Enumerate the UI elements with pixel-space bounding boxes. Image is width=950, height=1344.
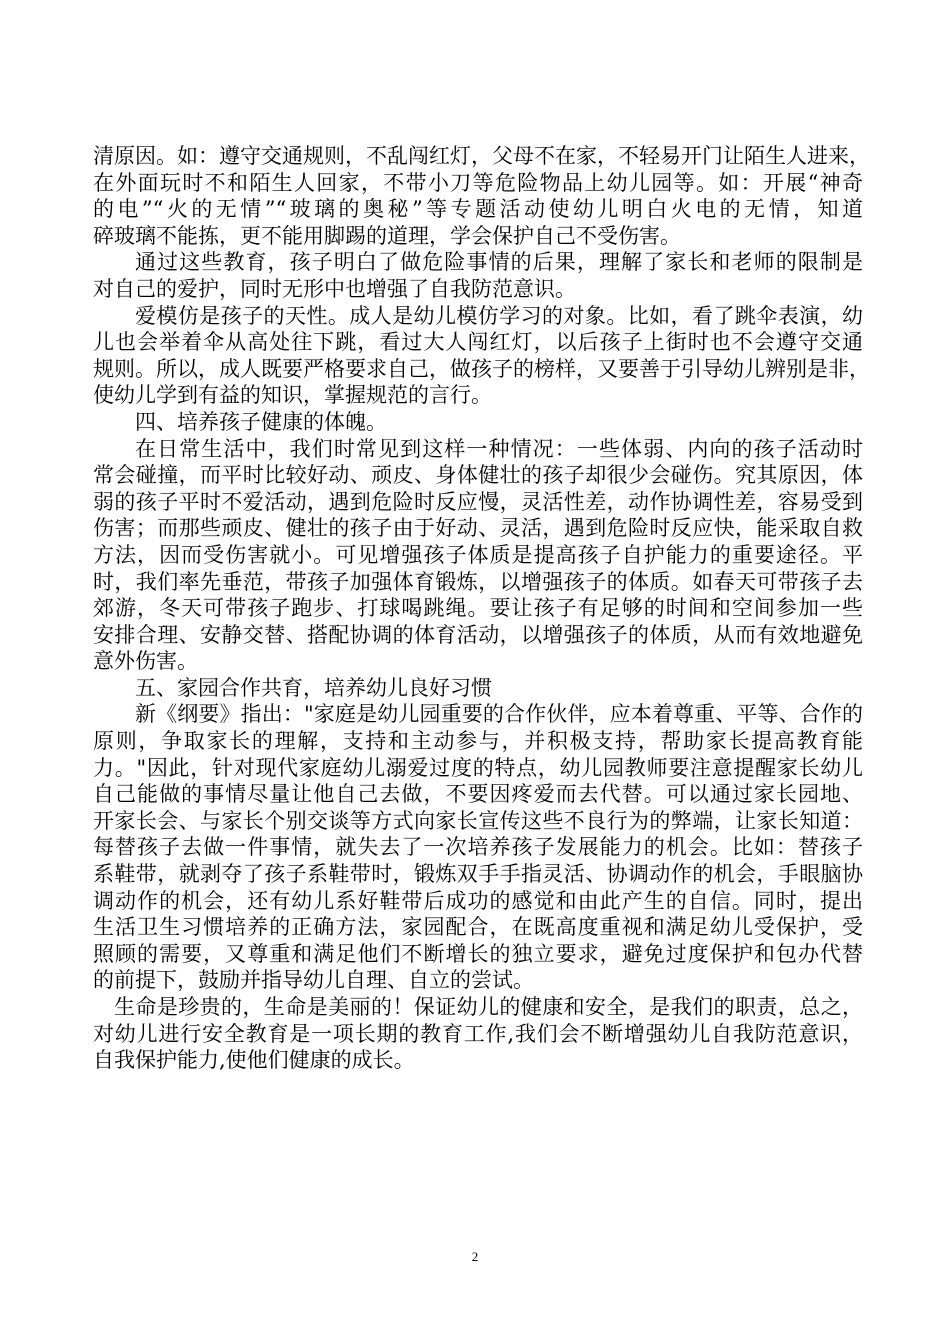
text-line: 原则，争取家长的理解，支持和主动参与，并积极支持，帮助家长提高教育能	[93, 729, 863, 754]
text-line: 自己能做的事情尽量让他自己去做，不要因疼爱而去代替。可以通过家长园地、	[93, 782, 863, 807]
text-line: 的前提下，鼓励并指导幼儿自理、自立的尝试。	[93, 968, 534, 993]
text-line: 安排合理、安静交替、搭配协调的体育活动，以增强孩子的体质，从而有效地避免	[93, 622, 863, 647]
text-line: 清原因。如：遵守交通规则，不乱闯红灯，父母不在家，不轻易开门让陌生人进来，	[93, 144, 870, 168]
text-line: 生命是珍贵的，生命是美丽的！保证幼儿的健康和安全，是我们的职责，总之，	[114, 995, 863, 1019]
text-line: 常会碰撞，而平时比较好动、顽皮、身体健壮的孩子却很少会碰伤。究其原因，体	[93, 463, 863, 488]
section-heading: 五、家园合作共育，培养幼儿良好习惯	[135, 675, 492, 700]
text-line: 爱模仿是孩子的天性。成人是幼儿模仿学习的对象。比如，看了跳伞表演，幼	[135, 303, 863, 328]
text-line: 儿也会举着伞从高处往下跳，看过大人闯红灯，以后孩子上街时也不会遵守交通	[93, 330, 863, 355]
text-line: 开家长会、与家长个别交谈等方式向家长宣传这些不良行为的弊端，让家长知道：	[93, 808, 863, 833]
text-line: 时，我们率先垂范，带孩子加强体育锻炼，以增强孩子的体质。如春天可带孩子去	[93, 569, 863, 594]
text-line: 碎玻璃不能拣，更不能用脚踢的道理，学会保护自己不受伤害。	[93, 223, 681, 248]
document-body	[93, 143, 870, 1074]
text-line: 系鞋带，就剥夺了孩子系鞋带时，锻炼双手手指灵活、协调动作的机会，手眼脑协	[93, 862, 863, 887]
text-line: 方法，因而受伤害就小。可见增强孩子体质是提高孩子自护能力的重要途径。平	[93, 542, 863, 567]
text-line: 对幼儿进行安全教育是一项长期的教育工作,我们会不断增强幼儿自我防范意识，	[93, 1021, 863, 1046]
text-line: 郊游，冬天可带孩子跑步、打球喝跳绳。要让孩子有足够的时间和空间参加一些	[93, 596, 863, 621]
section-heading: 四、培养孩子健康的体魄。	[135, 409, 387, 434]
text-line: 调动作的机会，还有幼儿系好鞋带后成功的感觉和由此产生的自信。同时，提出	[93, 888, 863, 913]
text-line: 在日常生活中，我们时常见到这样一种情况：一些体弱、内向的孩子活动时	[135, 436, 863, 461]
text-line: 对自己的爱护，同时无形中也增强了自我防范意识。	[93, 276, 576, 301]
text-line: 力。"因此，针对现代家庭幼儿溺爱过度的特点，幼儿园教师要注意提醒家长幼儿	[93, 755, 863, 780]
text-line: 每替孩子去做一件事情，就失去了一次培养孩子发展能力的机会。比如：替孩子	[93, 835, 863, 860]
text-line: 伤害；而那些顽皮、健壮的孩子由于好动、灵活，遇到危险时反应快，能采取自救	[93, 516, 863, 541]
page-number: 2	[471, 1249, 479, 1264]
text-line: 弱的孩子平时不爱活动，遇到危险时反应慢，灵活性差，动作协调性差，容易受到	[93, 489, 863, 514]
text-line: 通过这些教育，孩子明白了做危险事情的后果，理解了家长和老师的限制是	[135, 250, 863, 275]
text-line: 意外伤害。	[93, 649, 198, 674]
text-line: 在外面玩时不和陌生人回家，不带小刀等危险物品上幼儿园等。如：开展“神奇	[93, 170, 863, 195]
text-line: 规则。所以，成人既要严格要求自己，做孩子的榜样，又要善于引导幼儿辨别是非，	[93, 356, 870, 381]
text-line: 生活卫生习惯培养的正确方法，家园配合，在既高度重视和满足幼儿受保护，受	[93, 915, 863, 940]
text-line: 新《纲要》指出："家庭是幼儿园重要的合作伙伴，应本着尊重、平等、合作的	[135, 702, 863, 727]
text-line: 的电”“火的无情”“玻璃的奥秘”等专题活动使幼儿明白火电的无情，知道	[93, 197, 863, 222]
text-line: 使幼儿学到有益的知识，掌握规范的言行。	[93, 383, 492, 408]
text-line: 自我保护能力,使他们健康的成长。	[93, 1048, 415, 1073]
text-line: 照顾的需要，又尊重和满足他们不断增长的独立要求，避免过度保护和包办代替	[93, 941, 863, 966]
